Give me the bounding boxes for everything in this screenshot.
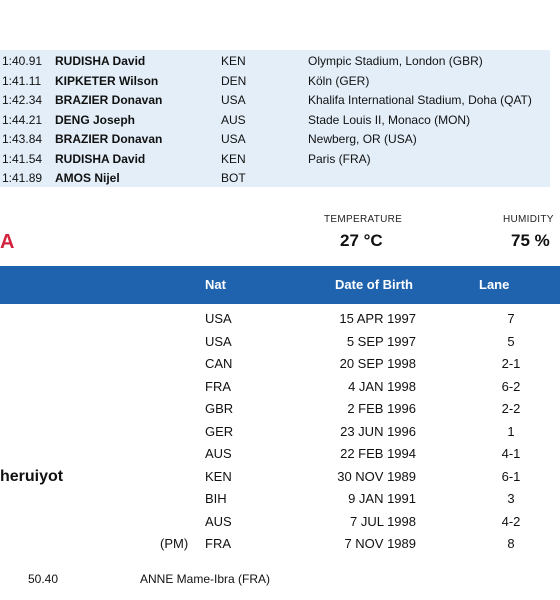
athlete-nat: USA bbox=[205, 311, 232, 326]
athlete-lane: 5 bbox=[507, 333, 515, 349]
table-row bbox=[0, 398, 560, 421]
record-venue: Olympic Stadium, London (GBR) bbox=[308, 54, 483, 68]
logo-fragment: A bbox=[0, 231, 15, 253]
record-row bbox=[0, 91, 550, 110]
humidity-value: 75 % bbox=[511, 231, 550, 250]
record-name: RUDISHA David bbox=[55, 151, 146, 166]
record-name: RUDISHA David bbox=[55, 54, 146, 68]
athlete-lane: 1 bbox=[507, 423, 515, 439]
table-row bbox=[0, 443, 560, 466]
record-venue: Khalifa International Stadium, Doha (QAT) bbox=[308, 93, 532, 107]
record-name: KIPKETER Wilson bbox=[55, 73, 159, 88]
record-name: DENG Joseph bbox=[55, 112, 136, 127]
athlete-nat: BIH bbox=[205, 491, 227, 506]
athlete-lane: 2-2 bbox=[501, 401, 521, 416]
record-venue: Stade Louis II, Monaco (MON) bbox=[308, 112, 471, 127]
table-row bbox=[0, 353, 560, 376]
record-venue: Newberg, OR (USA) bbox=[308, 132, 417, 146]
athlete-dob: 7 JUL 1998 bbox=[349, 513, 416, 529]
athlete-dob: 15 APR 1997 bbox=[339, 311, 416, 326]
record-nat: KEN bbox=[221, 54, 246, 68]
athlete-lane: 8 bbox=[507, 536, 515, 551]
athlete-nat: KEN bbox=[205, 468, 232, 484]
record-time: 1:44.21 bbox=[2, 112, 43, 127]
athlete-lane: 6-1 bbox=[501, 468, 521, 484]
table-row bbox=[0, 466, 560, 489]
record-nat: USA bbox=[221, 132, 246, 146]
record-name: BRAZIER Donavan bbox=[55, 93, 163, 107]
athlete-dob: 23 JUN 1996 bbox=[340, 423, 416, 439]
table-row bbox=[0, 376, 560, 399]
footer-time: 50.40 bbox=[28, 572, 59, 586]
records-panel bbox=[0, 50, 550, 187]
table-row bbox=[0, 533, 560, 556]
record-name: BRAZIER Donavan bbox=[55, 132, 163, 146]
header-lane: Lane bbox=[479, 277, 510, 292]
athlete-pm: (PM) bbox=[160, 536, 189, 551]
record-name: AMOS Nijel bbox=[55, 171, 120, 185]
athlete-dob: 7 NOV 1989 bbox=[344, 536, 416, 551]
athlete-dob: 2 FEB 1996 bbox=[347, 401, 416, 416]
record-time: 1:42.34 bbox=[2, 93, 43, 107]
athlete-nat: FRA bbox=[205, 536, 231, 551]
table-row bbox=[0, 511, 560, 534]
athlete-nat: USA bbox=[205, 333, 232, 349]
athlete-lane: 7 bbox=[507, 311, 515, 326]
table-row bbox=[0, 488, 560, 511]
record-time: 1:41.54 bbox=[2, 151, 43, 166]
record-nat: USA bbox=[221, 93, 246, 107]
athlete-dob: 9 JAN 1991 bbox=[348, 491, 416, 506]
athlete-lane: 3 bbox=[507, 491, 515, 506]
athlete-lane: 4-2 bbox=[501, 513, 521, 529]
athlete-dob: 20 SEP 1998 bbox=[339, 356, 416, 371]
record-time: 1:41.11 bbox=[2, 73, 42, 88]
temperature-value: 27 °C bbox=[340, 231, 383, 250]
athlete-dob: 30 NOV 1989 bbox=[337, 468, 416, 484]
record-nat: BOT bbox=[221, 171, 246, 185]
footer-name: ANNE Mame-Ibra (FRA) bbox=[140, 572, 271, 586]
athlete-name: heruiyot bbox=[0, 467, 64, 485]
record-time: 1:41.89 bbox=[2, 171, 43, 185]
header-nat: Nat bbox=[205, 277, 226, 292]
athlete-dob: 5 SEP 1997 bbox=[346, 333, 416, 349]
record-nat: KEN bbox=[221, 151, 246, 166]
humidity-label: HUMIDITY bbox=[503, 214, 554, 225]
record-nat: DEN bbox=[221, 73, 247, 88]
athlete-dob: 22 FEB 1994 bbox=[340, 446, 416, 461]
athlete-nat: AUS bbox=[205, 446, 232, 461]
start-list-header bbox=[0, 266, 560, 304]
athlete-lane: 4-1 bbox=[501, 446, 521, 461]
table-row bbox=[0, 331, 560, 354]
athlete-nat: CAN bbox=[205, 356, 233, 371]
record-row bbox=[0, 111, 550, 130]
record-row bbox=[0, 130, 550, 149]
record-nat: AUS bbox=[221, 112, 246, 127]
table-row bbox=[0, 308, 560, 331]
record-venue: Paris (FRA) bbox=[308, 151, 371, 166]
athlete-nat: AUS bbox=[205, 513, 232, 529]
temperature-label: TEMPERATURE bbox=[324, 214, 403, 225]
record-time: 1:40.91 bbox=[2, 54, 43, 68]
record-row bbox=[0, 52, 550, 71]
athlete-nat: GBR bbox=[205, 401, 234, 416]
record-row bbox=[0, 150, 550, 169]
athlete-nat: GER bbox=[205, 423, 234, 439]
record-row bbox=[0, 72, 550, 91]
record-venue: Köln (GER) bbox=[308, 73, 370, 88]
record-row bbox=[0, 169, 550, 188]
athlete-nat: FRA bbox=[205, 378, 231, 394]
record-time: 1:43.84 bbox=[2, 132, 43, 146]
athlete-lane: 2-1 bbox=[501, 356, 521, 371]
header-date-of-birth: Date of Birth bbox=[335, 277, 413, 292]
athlete-lane: 6-2 bbox=[501, 378, 521, 394]
athlete-dob: 4 JAN 1998 bbox=[348, 378, 416, 394]
table-row bbox=[0, 421, 560, 444]
